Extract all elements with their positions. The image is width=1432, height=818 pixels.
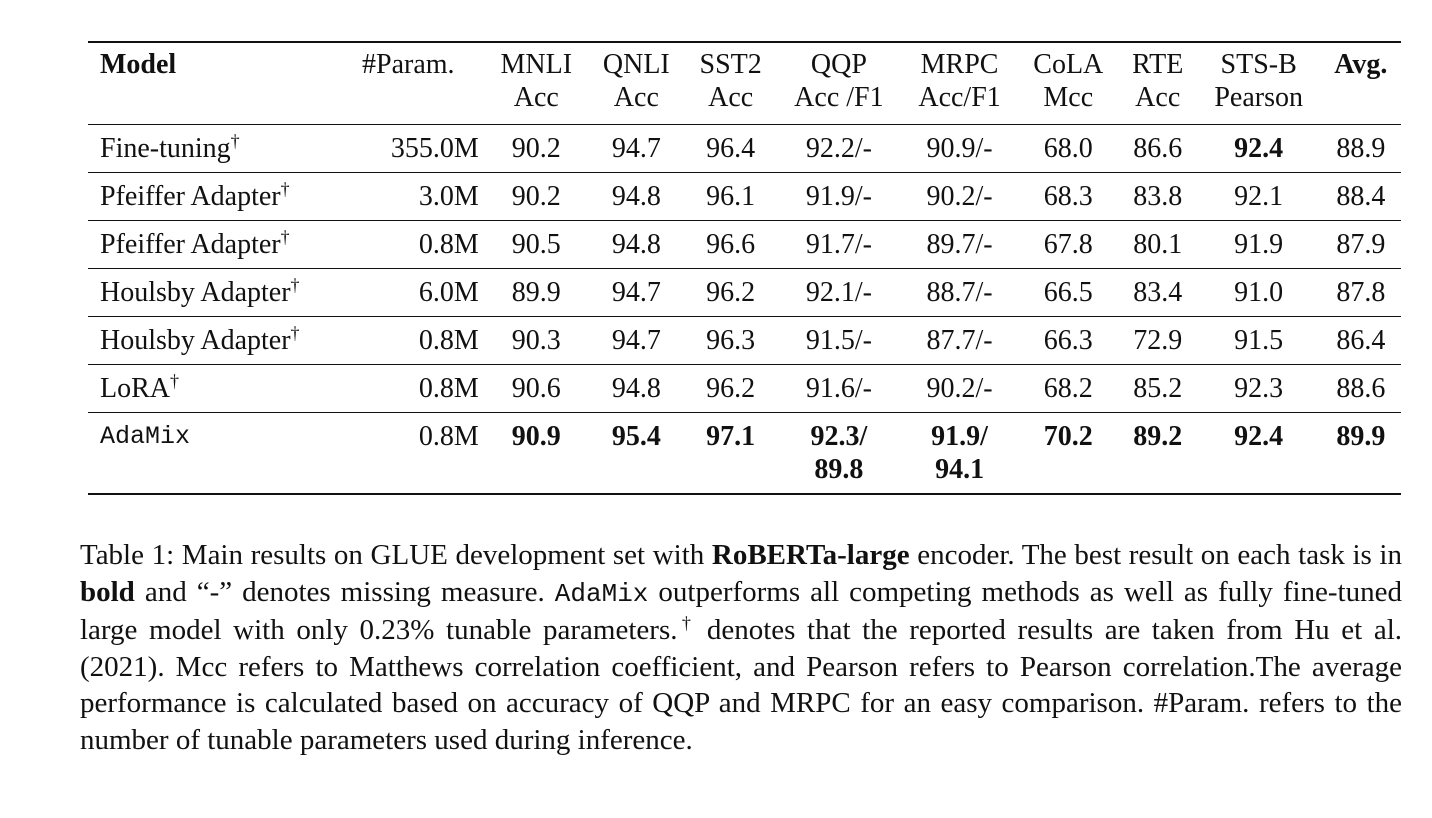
cell-rte: 89.2 — [1133, 421, 1183, 452]
cell-stsb: 91.0 — [1234, 277, 1284, 308]
cell-mnli: 90.5 — [511, 229, 561, 260]
header-qqp: QQP Acc /F1 — [794, 49, 884, 113]
cell-sst2: 96.2 — [706, 373, 756, 404]
cell-model: Pfeiffer Adapter† — [100, 227, 290, 260]
table-row — [88, 269, 1401, 317]
header-model: Model — [100, 49, 177, 80]
header-qnli: QNLI Acc — [602, 49, 670, 113]
cell-model: AdaMix — [100, 422, 191, 451]
cell-rte: 72.9 — [1133, 325, 1183, 356]
cell-avg: 86.4 — [1336, 325, 1386, 356]
cell-param: 355.0M — [390, 133, 479, 164]
cell-sst2: 96.4 — [706, 133, 756, 164]
cell-qnli: 94.7 — [611, 277, 661, 308]
cell-mnli: 89.9 — [511, 277, 561, 308]
header-avg: Avg. — [1334, 49, 1388, 80]
cell-qqp: 92.2/- — [805, 133, 872, 164]
cell-rte: 80.1 — [1133, 229, 1183, 260]
cell-qqp: 91.7/- — [805, 229, 872, 260]
cell-qqp: 91.6/- — [805, 373, 872, 404]
cell-model: Fine-tuning† — [100, 131, 240, 164]
cell-mrpc: 88.7/- — [926, 277, 993, 308]
cell-qnli: 95.4 — [611, 421, 661, 452]
cell-rte: 85.2 — [1133, 373, 1183, 404]
table-row — [88, 365, 1401, 413]
cell-sst2: 96.6 — [706, 229, 756, 260]
header-mnli: MNLI Acc — [500, 49, 573, 113]
cell-model: Pfeiffer Adapter† — [100, 179, 290, 212]
cell-rte: 83.4 — [1133, 277, 1183, 308]
results-table-container — [88, 41, 1401, 495]
cell-rte: 83.8 — [1133, 181, 1183, 212]
cell-qqp: 92.3/ 89.8 — [810, 421, 868, 485]
cell-param: 0.8M — [418, 229, 479, 260]
cell-model: Houlsby Adapter† — [100, 323, 300, 356]
cell-mrpc: 90.9/- — [926, 133, 993, 164]
cell-qnli: 94.8 — [611, 229, 661, 260]
table-caption: Table 1: Main results on GLUE development set with RoBERTa-large encoder. The best result on each task is in bold and “-” denotes missing measure. AdaMix outperforms all competing methods as well as fully fine-tuned large model with only 0.23% tunable parameters.† denotes that the reported results are taken from Hu et al. (2021). Mcc refers to Matthews correlation coefficient, and Pearson refers to Pearson correlation.The average performance is calculated based on accuracy of QQP and MRPC for an easy comparison. #Param. refers to the number of tunable parameters used during inference. — [80, 539, 1403, 756]
header-rte: RTE Acc — [1132, 49, 1184, 113]
cell-cola: 68.2 — [1043, 373, 1093, 404]
table-row — [88, 173, 1401, 221]
cell-stsb: 91.9 — [1234, 229, 1284, 260]
cell-cola: 70.2 — [1043, 421, 1093, 452]
glue-results-table — [88, 41, 1401, 495]
caption-dagger: † — [677, 613, 696, 633]
caption-adamix: AdaMix — [554, 578, 649, 609]
cell-mnli: 90.9 — [511, 421, 561, 452]
cell-avg: 89.9 — [1336, 421, 1386, 452]
header-stsb: STS-B Pearson — [1214, 49, 1303, 113]
cell-avg: 88.6 — [1336, 373, 1386, 404]
cell-qqp: 91.9/- — [805, 181, 872, 212]
cell-stsb: 92.4 — [1234, 133, 1284, 164]
cell-cola: 66.5 — [1043, 277, 1093, 308]
cell-mnli: 90.6 — [511, 373, 561, 404]
cell-avg: 88.9 — [1336, 133, 1386, 164]
table-row — [88, 125, 1401, 173]
cell-qnli: 94.7 — [611, 133, 661, 164]
cell-qnli: 94.8 — [611, 373, 661, 404]
cell-model: Houlsby Adapter† — [100, 275, 300, 308]
cell-mrpc: 89.7/- — [926, 229, 993, 260]
header-sst2: SST2 Acc — [699, 49, 762, 113]
table-row — [88, 221, 1401, 269]
table-row-adamix — [88, 413, 1401, 495]
cell-param: 0.8M — [418, 373, 479, 404]
cell-rte: 86.6 — [1133, 133, 1183, 164]
cell-mrpc: 90.2/- — [926, 181, 993, 212]
cell-cola: 67.8 — [1043, 229, 1093, 260]
cell-cola: 68.3 — [1043, 181, 1093, 212]
cell-stsb: 91.5 — [1234, 325, 1284, 356]
cell-sst2: 97.1 — [706, 421, 756, 452]
cell-cola: 66.3 — [1043, 325, 1093, 356]
cell-qnli: 94.7 — [611, 325, 661, 356]
cell-mnli: 90.2 — [511, 133, 561, 164]
cell-mnli: 90.3 — [511, 325, 561, 356]
cell-mrpc: 91.9/ 94.1 — [931, 421, 988, 485]
cell-model: LoRA† — [100, 371, 179, 404]
cell-avg: 88.4 — [1336, 181, 1386, 212]
table-row — [88, 317, 1401, 365]
table-header-row — [88, 42, 1401, 125]
cell-cola: 68.0 — [1043, 133, 1093, 164]
cell-mnli: 90.2 — [511, 181, 561, 212]
cell-stsb: 92.4 — [1234, 421, 1284, 452]
cell-qnli: 94.8 — [611, 181, 661, 212]
cell-stsb: 92.3 — [1234, 373, 1284, 404]
cell-mrpc: 90.2/- — [926, 373, 993, 404]
cell-sst2: 96.1 — [706, 181, 756, 212]
header-cola: CoLA Mcc — [1033, 49, 1104, 113]
header-param: #Param. — [362, 49, 455, 80]
cell-qqp: 92.1/- — [805, 277, 872, 308]
cell-qqp: 91.5/- — [805, 325, 872, 356]
cell-param: 3.0M — [418, 181, 479, 212]
cell-stsb: 92.1 — [1234, 181, 1284, 212]
cell-mrpc: 87.7/- — [926, 325, 993, 356]
cell-param: 6.0M — [418, 277, 479, 308]
header-mrpc: MRPC Acc/F1 — [918, 49, 1001, 113]
cell-sst2: 96.3 — [706, 325, 756, 356]
cell-param: 0.8M — [418, 421, 479, 452]
cell-sst2: 96.2 — [706, 277, 756, 308]
caption-bold-roberta: RoBERTa-large — [711, 539, 910, 571]
cell-avg: 87.9 — [1336, 229, 1386, 260]
cell-avg: 87.8 — [1336, 277, 1386, 308]
cell-param: 0.8M — [418, 325, 479, 356]
caption-bold-word: bold — [80, 575, 135, 608]
